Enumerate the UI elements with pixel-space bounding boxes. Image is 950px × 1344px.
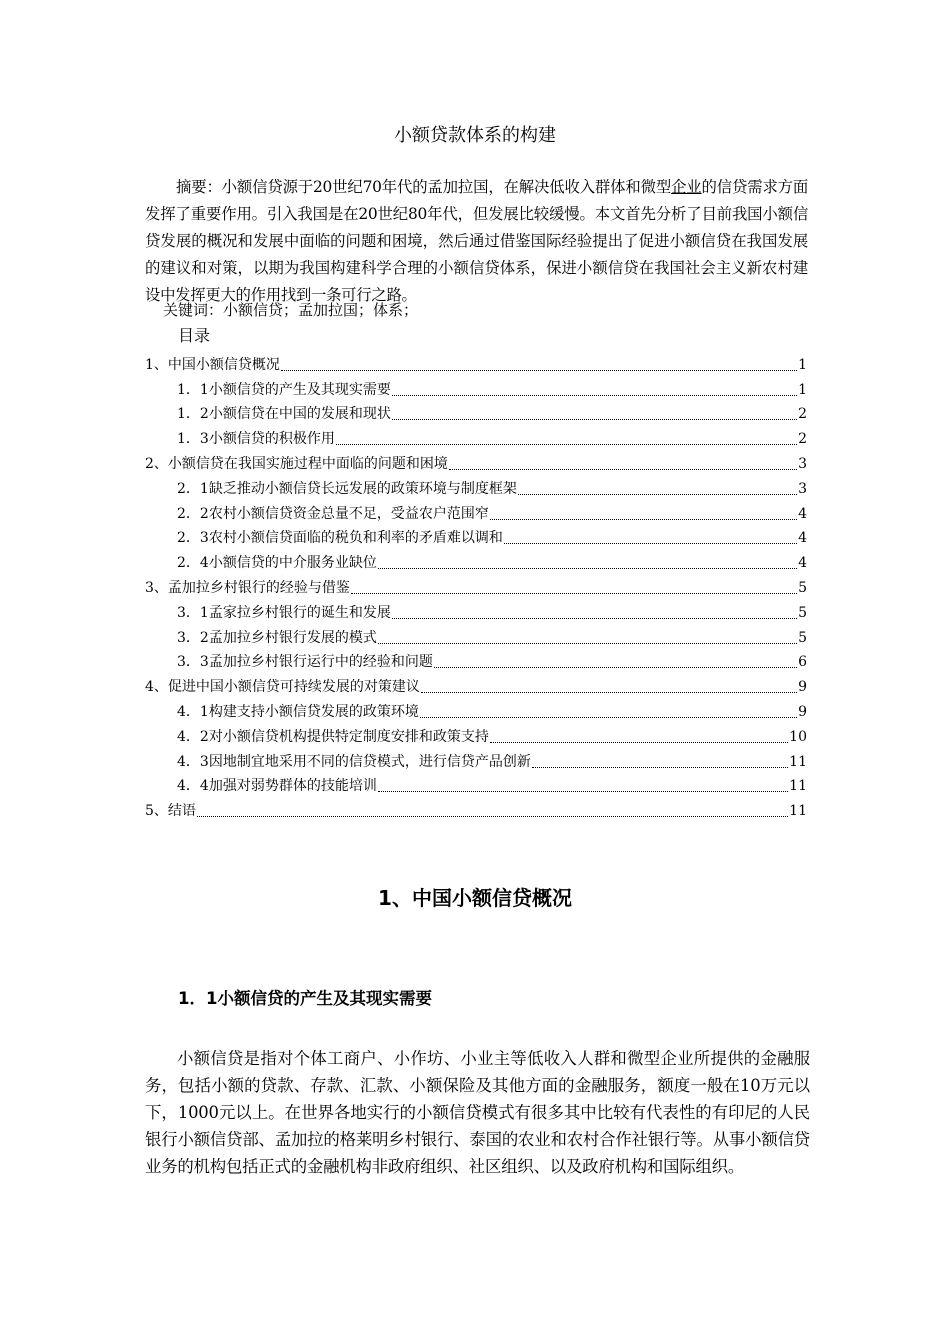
toc-entry[interactable] xyxy=(145,648,807,673)
toc-leader-dots xyxy=(490,741,788,743)
toc-entry-label: 2、小额信贷在我国实施过程中面临的问题和困境 xyxy=(145,455,448,472)
abstract-underlined-term: 企业 xyxy=(671,178,702,196)
toc-entry-label: 3、孟加拉乡村银行的经验与借鉴 xyxy=(145,579,350,596)
toc-entry[interactable] xyxy=(145,350,807,375)
toc-leader-dots xyxy=(490,518,797,520)
toc-entry-label: 2．4小额信贷的中介服务业缺位 xyxy=(177,555,377,572)
toc-entry-page: 11 xyxy=(789,803,807,820)
toc-entry-page: 3 xyxy=(798,480,807,497)
keywords-line: 关键词：小额信贷；孟加拉国；体系； xyxy=(163,301,419,319)
toc-entry-page: 11 xyxy=(789,778,807,795)
toc-leader-dots xyxy=(351,592,797,594)
toc-entry-label: 1．3小额信贷的积极作用 xyxy=(177,431,335,448)
toc-entry-page: 6 xyxy=(798,654,807,671)
toc-entry-page: 2 xyxy=(798,406,807,423)
toc-leader-dots xyxy=(518,493,797,495)
toc-entry-page: 4 xyxy=(798,555,807,572)
toc-entry-page: 4 xyxy=(798,530,807,547)
document-title: 小额贷款体系的构建 xyxy=(394,125,556,146)
toc-entry-page: 9 xyxy=(798,679,807,696)
toc-entry-label: 1．2小额信贷在中国的发展和现状 xyxy=(177,406,391,423)
toc-leader-dots xyxy=(420,716,797,718)
toc-entry-page: 5 xyxy=(798,604,807,621)
toc-entry-label: 4．1构建支持小额信贷发展的政策环境 xyxy=(177,703,419,720)
toc-leader-dots xyxy=(421,691,797,693)
toc-leader-dots xyxy=(378,790,788,792)
toc-entry-label: 3．1孟家拉乡村银行的诞生和发展 xyxy=(177,604,391,621)
toc-entry-label: 3．3孟加拉乡村银行运行中的经验和问题 xyxy=(177,654,433,671)
abstract-text-1: 摘要：小额信贷源于20世纪70年代的孟加拉国，在解决低收入群体和微型 xyxy=(176,178,672,196)
toc-entry-label: 5、结语 xyxy=(145,803,196,820)
toc-entry[interactable] xyxy=(145,672,807,697)
toc-entry-page: 10 xyxy=(789,728,807,745)
table-of-contents xyxy=(145,350,807,821)
abstract-text-2: 的信贷需求方面发挥了重要作用。引入我国是在20世纪80年代，但发展比较缓慢。本文首先分析了目前我国小额信贷发展的概况和发展中面临的问题和困境，然后通过借鉴国际经验提出了促进小额信贷在我国发展的建议和对策，以期为我国构建科学合理的小额信贷体系，保进小额信贷在我国社会主义新农村建设中发挥更大的作用找到一条可行之路。 xyxy=(145,178,809,304)
toc-entry[interactable] xyxy=(145,424,807,449)
toc-entry[interactable] xyxy=(145,524,807,549)
toc-entry-page: 5 xyxy=(798,629,807,646)
toc-leader-dots xyxy=(532,766,788,768)
toc-entry-label: 3．2孟加拉乡村银行发展的模式 xyxy=(177,629,377,646)
toc-entry-label: 2．3农村小额信贷面临的税负和利率的矛盾难以调和 xyxy=(177,530,503,547)
toc-entry[interactable] xyxy=(145,796,807,821)
toc-heading: 目录 xyxy=(178,326,211,345)
toc-leader-dots xyxy=(392,394,797,396)
toc-entry-page: 11 xyxy=(789,753,807,770)
toc-leader-dots xyxy=(378,642,797,644)
toc-leader-dots xyxy=(504,542,797,544)
toc-entry[interactable] xyxy=(145,722,807,747)
toc-entry[interactable] xyxy=(145,747,807,772)
toc-entry-page: 1 xyxy=(798,381,807,398)
toc-leader-dots xyxy=(336,443,797,445)
toc-entry[interactable] xyxy=(145,697,807,722)
toc-leader-dots xyxy=(392,418,797,420)
abstract-paragraph xyxy=(145,174,808,309)
toc-entry-label: 4．4加强对弱势群体的技能培训 xyxy=(177,778,377,795)
toc-entry[interactable] xyxy=(145,772,807,797)
toc-entry-page: 5 xyxy=(798,579,807,596)
toc-leader-dots xyxy=(197,815,788,817)
toc-entry[interactable] xyxy=(145,499,807,524)
toc-entry[interactable] xyxy=(145,548,807,573)
body-paragraph: 小额信贷是指对个体工商户、小作坊、小业主等低收入人群和微型企业所提供的金融服务，包括小额的贷款、存款、汇款、小额保险及其他方面的金融服务，额度一般在10万元以下，1000元以上。在世界各地实行的小额信贷模式有很多其中比较有代表性的有印尼的人民银行小额信贷部、孟加拉的格莱明乡村银行、泰国的农业和农村合作社银行等。从事小额信贷业务的机构包括正式的金融机构非政府组织、社区组织、以及政府机构和国际组织。 xyxy=(145,1049,810,1176)
toc-entry-page: 4 xyxy=(798,505,807,522)
toc-entry[interactable] xyxy=(145,375,807,400)
toc-entry-label: 1、中国小额信贷概况 xyxy=(145,356,280,373)
toc-entry-page: 1 xyxy=(798,356,807,373)
toc-entry-page: 9 xyxy=(798,703,807,720)
toc-entry-page: 3 xyxy=(798,455,807,472)
toc-entry-label: 4、促进中国小额信贷可持续发展的对策建议 xyxy=(145,679,420,696)
toc-entry[interactable] xyxy=(145,449,807,474)
toc-leader-dots xyxy=(449,468,797,470)
toc-entry-label: 4．3因地制宜地采用不同的信贷模式，进行信贷产品创新 xyxy=(177,753,531,770)
toc-leader-dots xyxy=(392,617,797,619)
toc-leader-dots xyxy=(434,666,797,668)
toc-entry[interactable] xyxy=(145,623,807,648)
toc-leader-dots xyxy=(378,567,797,569)
toc-entry-label: 4．2对小额信贷机构提供特定制度安排和政策支持 xyxy=(177,728,489,745)
toc-leader-dots xyxy=(281,369,797,371)
toc-entry[interactable] xyxy=(145,598,807,623)
toc-entry[interactable] xyxy=(145,573,807,598)
subsection-heading: 1．1小额信贷的产生及其现实需要 xyxy=(178,989,432,1008)
toc-entry[interactable] xyxy=(145,400,807,425)
section-heading: 1、中国小额信贷概况 xyxy=(378,886,572,910)
toc-entry-page: 2 xyxy=(798,431,807,448)
toc-entry-label: 1．1小额信贷的产生及其现实需要 xyxy=(177,381,391,398)
toc-entry[interactable] xyxy=(145,474,807,499)
toc-entry-label: 2．2农村小额信贷资金总量不足，受益农户范围窄 xyxy=(177,505,489,522)
toc-entry-label: 2．1缺乏推动小额信贷长远发展的政策环境与制度框架 xyxy=(177,480,517,497)
